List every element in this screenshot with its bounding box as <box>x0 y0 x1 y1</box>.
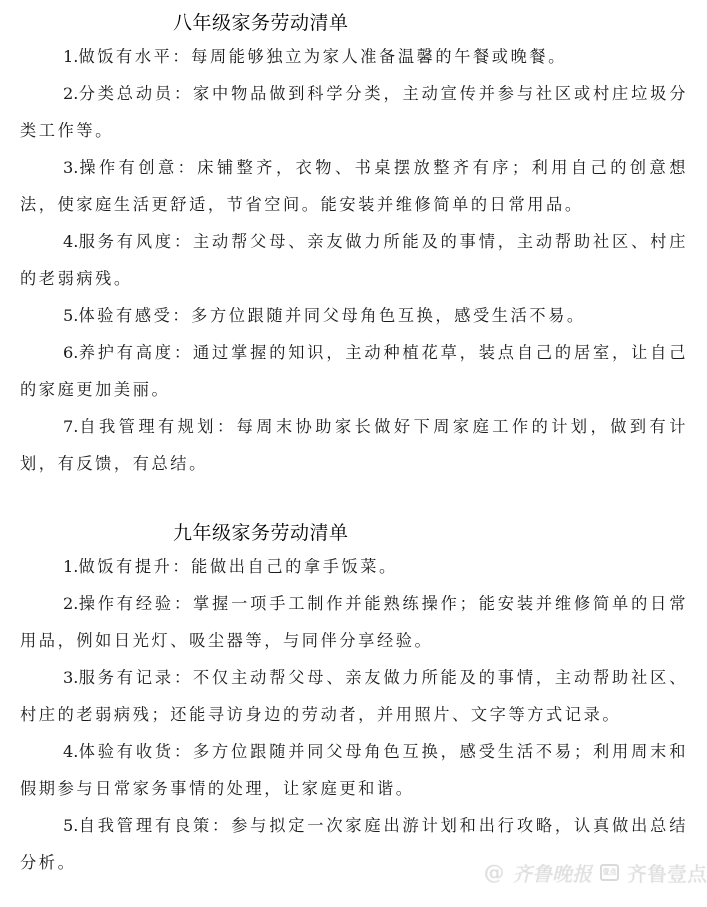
item-text: 服务有记录：不仅主动帮父母、亲友做力所能及的事情，主动帮助社区、村庄的老弱病残；还能寻访身边的劳动者，并用照片、文字等方式记录。 <box>20 668 688 724</box>
list-item <box>20 75 688 149</box>
item-text: 分类总动员：家中物品做到科学分类，主动宣传并参与社区或村庄垃圾分类工作等。 <box>20 84 688 140</box>
watermark-source: 齐鲁晚报 <box>512 861 592 886</box>
item-number: 5. <box>63 816 79 835</box>
item-number: 3. <box>63 158 79 177</box>
list-item <box>20 223 688 297</box>
item-text: 操作有经验：掌握一项手工制作并能熟练操作；能安装并维修简单的日常用品，例如日光灯、吸尘器等，与同伴分享经验。 <box>20 594 688 650</box>
item-text: 做饭有提升：能做出自己的拿手饭菜。 <box>78 557 398 576</box>
list-item <box>20 733 688 807</box>
grade-8-checklist <box>20 8 688 482</box>
list-item <box>20 334 688 408</box>
list-item <box>20 585 688 659</box>
item-number: 6. <box>63 343 79 362</box>
at-symbol: @ <box>484 860 504 884</box>
item-text: 体验有收货：多方位跟随并同父母角色互换，感受生活不易；利用周末和假期参与日常家务事情的处理，让家庭更和谐。 <box>20 742 688 798</box>
item-text: 做饭有水平：每周能够独立为家人准备温馨的午餐或晚餐。 <box>78 47 567 66</box>
watermark <box>484 858 707 886</box>
list-item <box>20 548 688 585</box>
item-text: 自我管理有规划：每周末协助家长做好下周家庭工作的计划，做到有计划，有反馈，有总结。 <box>20 417 688 473</box>
item-number: 2. <box>63 594 79 613</box>
item-number: 4. <box>63 232 79 251</box>
item-number: 2. <box>63 84 79 103</box>
list-item <box>20 659 688 733</box>
item-number: 5. <box>63 306 79 325</box>
item-text: 服务有风度：主动帮父母、亲友做力所能及的事情，主动帮助社区、村庄的老弱病残。 <box>20 232 688 288</box>
watermark-app-name: 齐鲁壹点 <box>627 861 707 886</box>
item-text: 操作有创意：床铺整齐，衣物、书桌摆放整齐有序；利用自己的创意想法，使家庭生活更舒适，节省空间。能安装并维修简单的日常用品。 <box>20 158 688 214</box>
section-title: 九年级家务劳动清单 <box>173 522 349 544</box>
app-logo-icon: 壹点 <box>600 864 619 881</box>
item-number: 1. <box>63 47 79 66</box>
document <box>20 0 688 881</box>
item-number: 1. <box>63 557 79 576</box>
list-item <box>20 149 688 223</box>
item-number: 4. <box>63 742 79 761</box>
item-text: 体验有感受：多方位跟随并同父母角色互换，感受生活不易。 <box>78 306 586 325</box>
section-title: 八年级家务劳动清单 <box>173 12 349 34</box>
list-item <box>20 408 688 482</box>
grade-9-checklist <box>20 518 688 881</box>
list-item <box>20 297 688 334</box>
list-item <box>20 38 688 75</box>
item-number: 3. <box>63 668 79 687</box>
item-number: 7. <box>63 417 79 436</box>
item-text: 自我管理有良策：参与拟定一次家庭出游计划和出行攻略，认真做出总结分析。 <box>20 816 688 872</box>
item-text: 养护有高度：通过掌握的知识，主动种植花草，装点自己的居室，让自己的家庭更加美丽。 <box>20 343 688 399</box>
